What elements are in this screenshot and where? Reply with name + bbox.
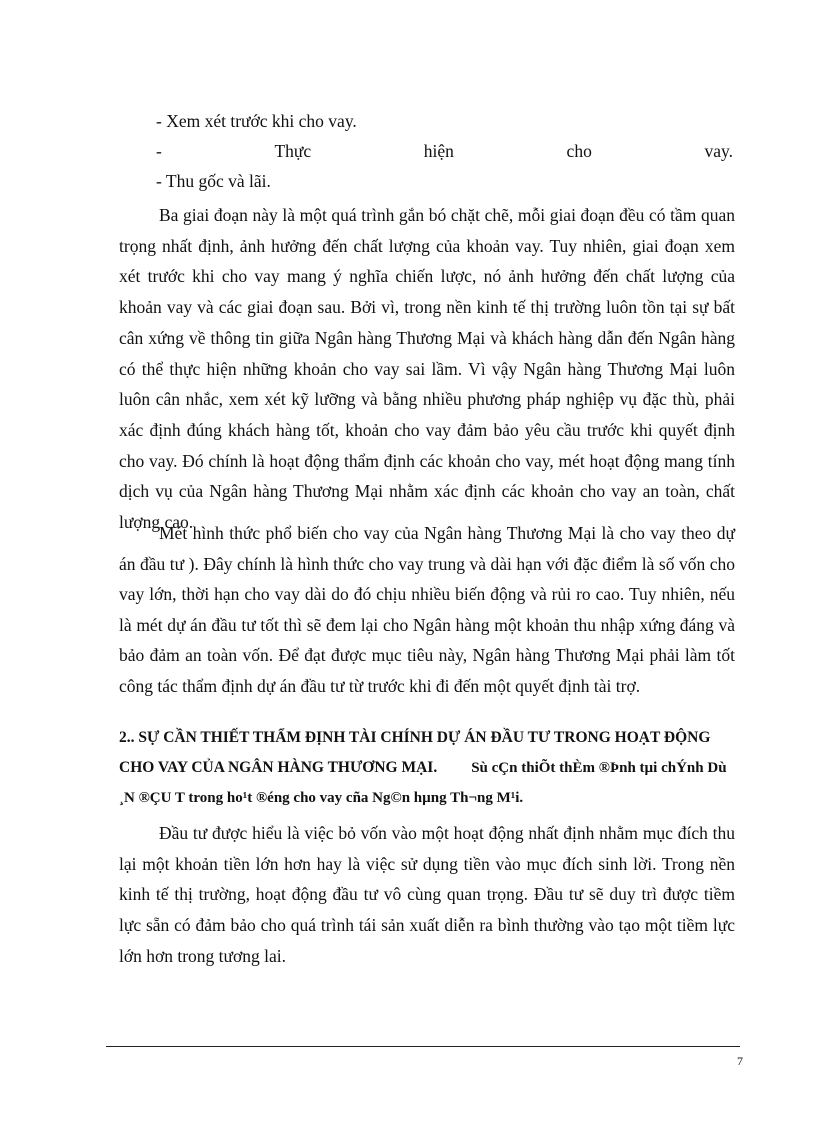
bullet-word: hiện bbox=[423, 141, 454, 161]
paragraph-project-lending: Mét hình thức phổ biến cho vay của Ngân hàng Thương Mại là cho vay theo dự án đầu tư ). Đây chính là hình thức cho vay trung và dài hạn với đặc điểm là số vốn cho vay lớn, thời hạn cho vay dài do đó chịu nhiều biến động và rủi ro cao. Tuy nhiên, nếu là mét dự án đầu tư tốt thì sẽ đem lại cho Ngân hàng một khoản thu nhập xứng đáng và bảo đảm an toàn vốn. Để đạt được mục tiêu này, Ngân hàng Thương Mại phải làm tốt công tác thẩm định dự án đầu tư từ trước khi đi đến một quyết định tài trợ. bbox=[119, 523, 735, 696]
section-heading-garbled: Sù cÇn thiÕt thÈm ®Þnh tµi chÝnh Dù ¸N ®ÇU T trong ho¹t ®éng cho vay cña Ng©n hµng Th¬ng M¹i. bbox=[119, 760, 727, 806]
section-heading bbox=[119, 723, 739, 813]
bullet-implement-loan bbox=[156, 141, 733, 161]
bullet-collect-principal: - Thu gốc và lãi. bbox=[156, 171, 271, 191]
page-number: 7 bbox=[737, 1054, 743, 1068]
footer-divider bbox=[106, 1046, 740, 1047]
bullet-review-before-loan: - Xem xét trước khi cho vay. bbox=[156, 111, 357, 131]
paragraph-loan-stages: Ba giai đoạn này là một quá trình gắn bó chặt chẽ, mỗi giai đoạn đều có tầm quan trọng nhất định, ảnh hưởng đến chất lượng của khoản vay. Tuy nhiên, giai đoạn xem xét trước khi cho vay mang ý nghĩa chiến lược, nó ảnh hưởng đến chất lượng của khoản vay và các giai đoạn sau. Bởi vì, trong nền kinh tế thị trường luôn tồn tại sự bất cân xứng về thông tin giữa Ngân hàng Thương Mại và khách hàng dẫn đến Ngân hàng có thể thực hiện những khoản cho vay sai lầm. Vì vậy Ngân hàng Thương Mại luôn luôn cân nhắc, xem xét kỹ lưỡng và bằng nhiều phương pháp nghiệp vụ đặc thù, phải xác định đúng khách hàng tốt, khoản cho vay đảm bảo yêu cầu trước khi quyết định cho vay. Đó chính là hoạt động thẩm định các khoản cho vay, mét hoạt động mang tính dịch vụ của Ngân hàng Thương Mại nhằm xác định các khoản cho vay an toàn, chất lượng cao. bbox=[119, 205, 735, 533]
section-heading-title: 2.. SỰ CẦN THIẾT THẨM ĐỊNH TÀI CHÍNH DỰ ÁN ĐẦU TƯ TRONG HOẠT ĐỘNG CHO VAY CỦA NGÂN HÀNG THƯƠNG MẠI. bbox=[119, 729, 711, 776]
bullet-word: cho bbox=[566, 141, 592, 161]
bullet-word: - bbox=[156, 141, 162, 161]
bullet-word: Thực bbox=[274, 141, 312, 161]
bullet-word: vay. bbox=[704, 141, 733, 161]
paragraph-investment-definition: Đầu tư được hiểu là việc bỏ vốn vào một hoạt động nhất định nhằm mục đích thu lại một khoản tiền lớn hơn hay là việc sử dụng tiền vào mục đích sinh lời. Trong nền kinh tế thị trường, hoạt động đầu tư vô cùng quan trọng. Đầu tư sẽ duy trì được tiềm lực sẵn có đảm bảo cho quá trình tái sản xuất diễn ra bình thường vào tạo một tiềm lực lớn hơn trong tương lai. bbox=[119, 823, 735, 966]
